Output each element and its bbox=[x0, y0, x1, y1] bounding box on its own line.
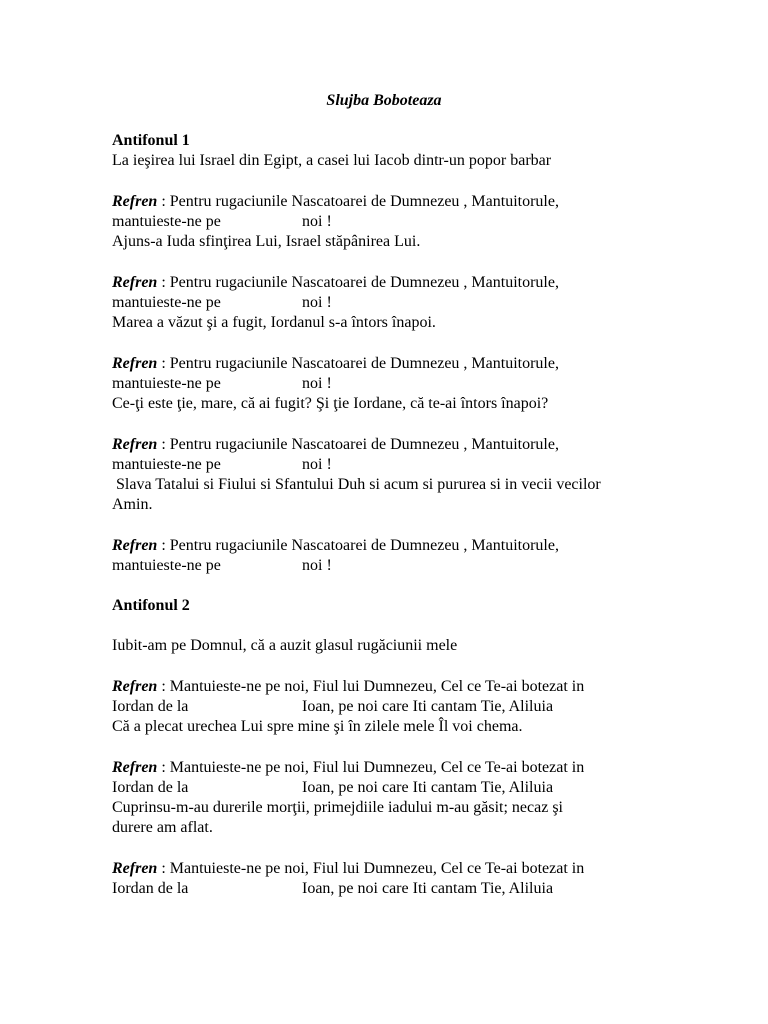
antifon1-refren-2-cont bbox=[112, 293, 332, 313]
antifon2-heading: Antifonul 2 bbox=[112, 597, 190, 614]
antifon1-refren-3 bbox=[112, 354, 559, 374]
antifon2-verse-3-cont: durere am aflat. bbox=[112, 819, 213, 836]
antifon2-refren-2-cont bbox=[112, 778, 554, 798]
antifon1-refren-5 bbox=[112, 536, 559, 556]
antifon1-refren-5-cont bbox=[112, 556, 332, 576]
refren-label: Refren bbox=[112, 436, 158, 453]
document-title: Slujba Boboteaza bbox=[326, 92, 442, 109]
refren-cont-a: mantuieste-ne pe bbox=[112, 213, 221, 230]
refren-label: Refren bbox=[112, 759, 158, 776]
refren-cont-b: noi ! bbox=[302, 456, 332, 473]
refren-label: Refren bbox=[112, 355, 158, 372]
antifon1-refren-4 bbox=[112, 435, 559, 455]
refren-text: : Pentru rugaciunile Nascatoarei de Dumnezeu , Mantuitorule, bbox=[157, 274, 559, 291]
refren-text: : Pentru rugaciunile Nascatoarei de Dumnezeu , Mantuitorule, bbox=[157, 537, 559, 554]
refren-text: : Pentru rugaciunile Nascatoarei de Dumnezeu , Mantuitorule, bbox=[157, 436, 559, 453]
refren-label: Refren bbox=[112, 193, 158, 210]
refren-text: : Pentru rugaciunile Nascatoarei de Dumnezeu , Mantuitorule, bbox=[157, 355, 559, 372]
antifon2-refren-3-cont bbox=[112, 879, 554, 899]
antifon1-refren-1-cont bbox=[112, 212, 332, 232]
antifon1-refren-4-cont bbox=[112, 455, 332, 475]
antifon1-refren-2 bbox=[112, 273, 559, 293]
antifon1-verse-4: Ce-ţi este ţie, mare, că ai fugit? Şi ţie Iordane, că te-ai întors înapoi? bbox=[112, 395, 549, 412]
antifon1-verse-3: Marea a văzut şi a fugit, Iordanul s-a întors înapoi. bbox=[112, 314, 436, 331]
antifon2-refren-1 bbox=[112, 677, 584, 697]
refren-cont-b: Ioan, pe noi care Iti cantam Tie, Aliluia bbox=[302, 779, 554, 796]
refren-cont-b: Ioan, pe noi care Iti cantam Tie, Aliluia bbox=[302, 698, 554, 715]
refren-cont-a: Iordan de la bbox=[112, 779, 189, 796]
refren-label: Refren bbox=[112, 860, 158, 877]
refren-cont-b: Ioan, pe noi care Iti cantam Tie, Aliluia bbox=[302, 880, 554, 897]
refren-cont-b: noi ! bbox=[302, 294, 332, 311]
refren-cont-a: mantuieste-ne pe bbox=[112, 456, 221, 473]
refren-label: Refren bbox=[112, 274, 158, 291]
antifon2-verse-2: Că a plecat urechea Lui spre mine şi în zilele mele Îl voi chema. bbox=[112, 718, 523, 735]
refren-cont-a: mantuieste-ne pe bbox=[112, 294, 221, 311]
refren-cont-a: Iordan de la bbox=[112, 698, 189, 715]
antifon1-verse-5-cont: Amin. bbox=[112, 496, 153, 513]
refren-cont-a: mantuieste-ne pe bbox=[112, 375, 221, 392]
antifon1-verse-5: Slava Tatalui si Fiului si Sfantului Duh si acum si pururea si in vecii vecilor bbox=[112, 476, 601, 493]
refren-label: Refren bbox=[112, 678, 158, 695]
refren-cont-b: noi ! bbox=[302, 375, 332, 392]
refren-text: : Mantuieste-ne pe noi, Fiul lui Dumnezeu, Cel ce Te-ai botezat in bbox=[157, 678, 585, 695]
refren-text: : Mantuieste-ne pe noi, Fiul lui Dumnezeu, Cel ce Te-ai botezat in bbox=[157, 759, 585, 776]
refren-cont-a: Iordan de la bbox=[112, 880, 189, 897]
refren-text: : Mantuieste-ne pe noi, Fiul lui Dumnezeu, Cel ce Te-ai botezat in bbox=[157, 860, 585, 877]
antifon1-heading: Antifonul 1 bbox=[112, 132, 190, 149]
antifon2-verse-1: Iubit-am pe Domnul, că a auzit glasul rugăciunii mele bbox=[112, 637, 458, 654]
refren-cont-b: noi ! bbox=[302, 557, 332, 574]
antifon1-refren-1 bbox=[112, 192, 559, 212]
antifon2-verse-3: Cuprinsu-m-au durerile morţii, primejdiile iadului m-au găsit; necaz şi bbox=[112, 799, 563, 816]
antifon2-refren-2 bbox=[112, 758, 584, 778]
refren-label: Refren bbox=[112, 537, 158, 554]
refren-cont-a: mantuieste-ne pe bbox=[112, 557, 221, 574]
antifon1-refren-3-cont bbox=[112, 374, 332, 394]
refren-text: : Pentru rugaciunile Nascatoarei de Dumnezeu , Mantuitorule, bbox=[157, 193, 559, 210]
antifon2-refren-1-cont bbox=[112, 697, 554, 717]
antifon1-verse-2: Ajuns-a Iuda sfinţirea Lui, Israel stăpânirea Lui. bbox=[112, 233, 421, 250]
refren-cont-b: noi ! bbox=[302, 213, 332, 230]
antifon1-verse-1: La ieşirea lui Israel din Egipt, a casei lui Iacob dintr-un popor barbar bbox=[112, 152, 552, 169]
antifon2-refren-3 bbox=[112, 859, 584, 879]
